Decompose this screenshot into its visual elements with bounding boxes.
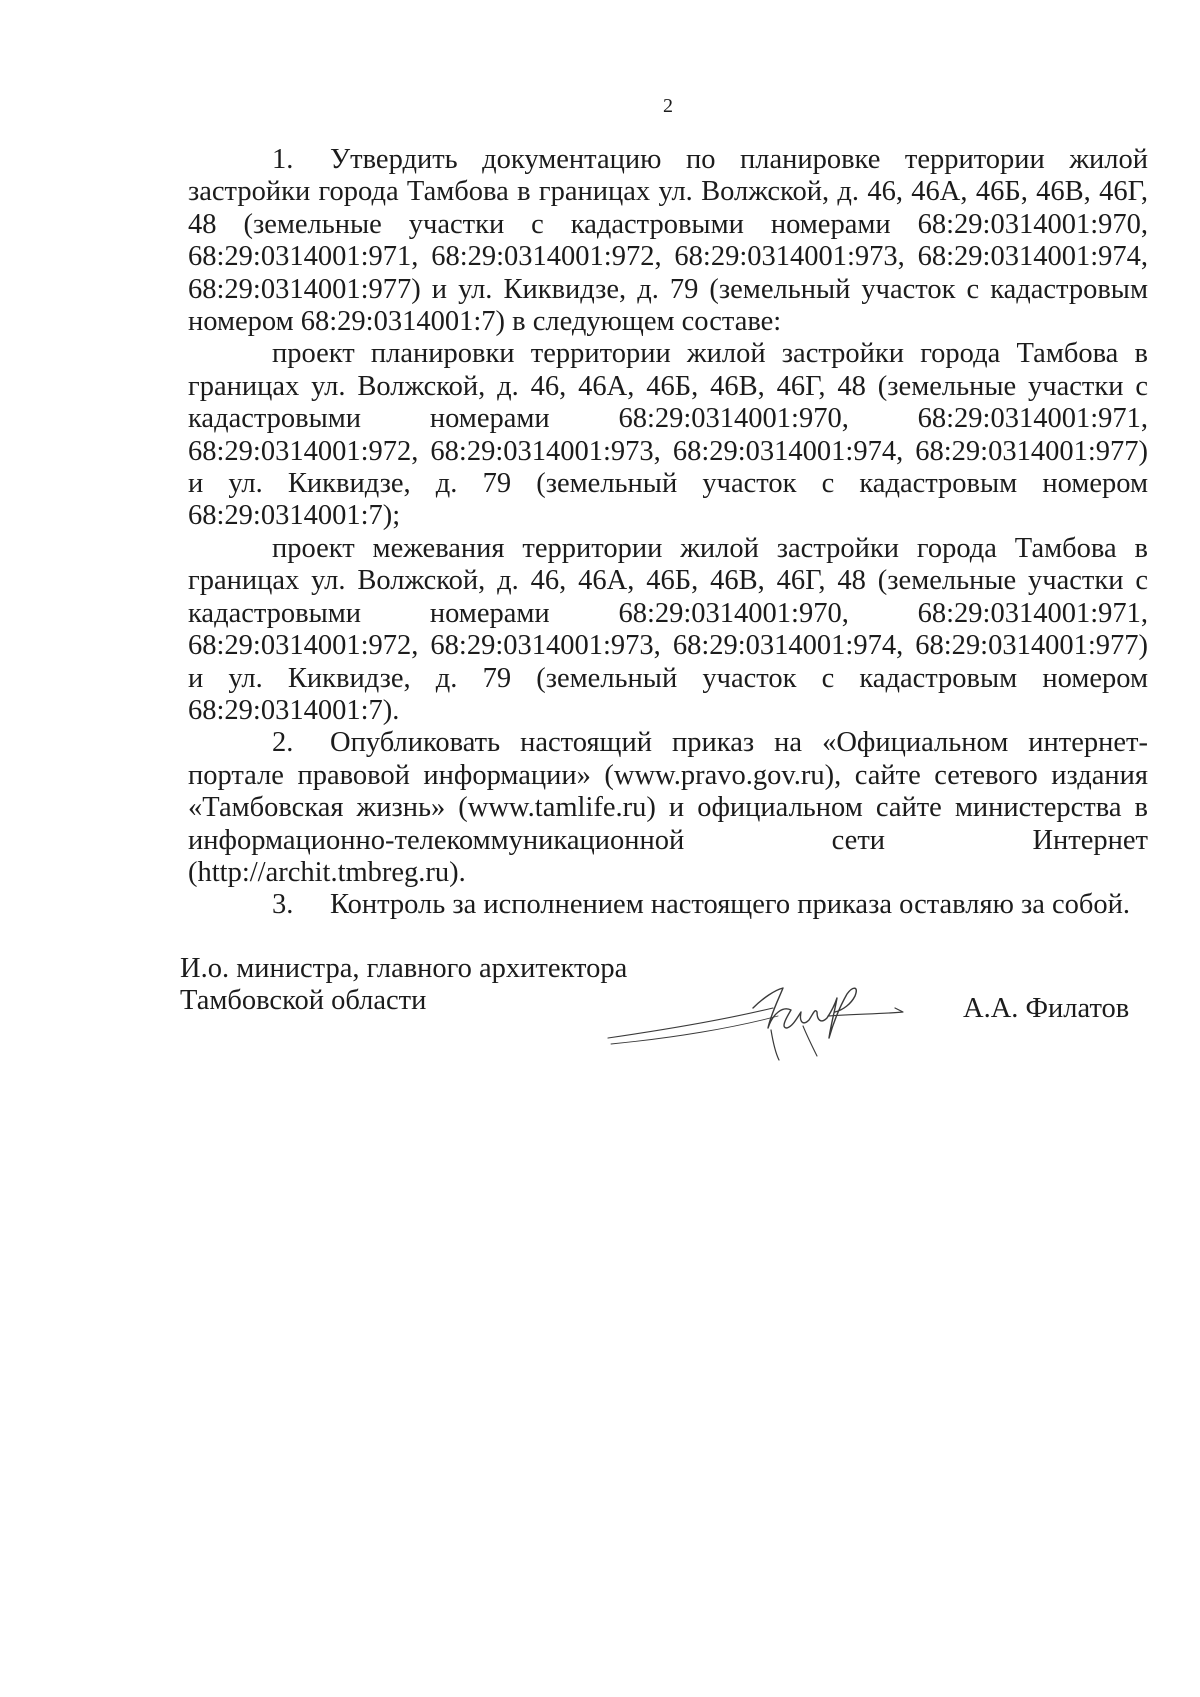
paragraph-number: 3.: [272, 889, 294, 921]
paragraph-text: Утвердить документацию по планировке территории жилой застройки города Тамбова в границах ул. Волжской, д. 46, 46А, 46Б, 46В, 46Г, 48 (земельные участки с кадастровыми номерами 68:29:0314001:970, 68:29:0314001:971, 68:29:0314001:972, 68:29:0314001:973, 68:29:0314001:974, 68:29:0314001:977) и ул. Киквидзе, д. 79 (земельный участок с кадастровым номером 68:29:0314001:7) в следующем составе:: [188, 144, 1148, 338]
paragraph-number: 2.: [272, 727, 294, 759]
paragraph-3: [188, 889, 1148, 921]
signer-title: [180, 953, 627, 1017]
paragraph-text: проект планировки территории жилой застройки города Тамбова в границах ул. Волжской, д. 46, 46А, 46Б, 46В, 46Г, 48 (земельные участки с кадастровыми номерами 68:29:0314001:970, 68:29:0314001:971, 68:29:0314001:972, 68:29:0314001:973, 68:29:0314001:974, 68:29:0314001:977) и ул. Киквидзе, д. 79 (земельный участок с кадастровым номером 68:29:0314001:7);: [188, 338, 1148, 532]
handwritten-signature: [603, 968, 913, 1063]
signature-block: [180, 953, 1140, 1053]
signer-title-line: Тамбовской области: [180, 985, 427, 1016]
paragraph-1: [188, 144, 1148, 338]
paragraph-2: [188, 727, 1148, 889]
document-body: [188, 144, 1148, 922]
page-number: 2: [663, 95, 673, 117]
paragraph-text: Опубликовать настоящий приказ на «Официальном интернет-портале правовой информации» (www.pravo.gov.ru), сайте сетевого издания «Тамбовская жизнь» (www.tamlife.ru) и официальном сайте министерства в информационно-телекоммуникационной сети Интернет (http://archit.tmbreg.ru).: [188, 727, 1148, 888]
paragraph-planning-project: [188, 338, 1148, 532]
paragraph-text: проект межевания территории жилой застройки города Тамбова в границах ул. Волжской, д. 46, 46А, 46Б, 46В, 46Г, 48 (земельные участки с кадастровыми номерами 68:29:0314001:970, 68:29:0314001:971, 68:29:0314001:972, 68:29:0314001:973, 68:29:0314001:974, 68:29:0314001:977) и ул. Киквидзе, д. 79 (земельный участок с кадастровым номером 68:29:0314001:7).: [188, 532, 1148, 726]
paragraph-number: 1.: [272, 144, 294, 175]
signer-title-line: И.о. министра, главного архитектора: [180, 953, 628, 984]
signer-name: А.А. Филатов: [963, 993, 1130, 1024]
paragraph-surveying-project: [188, 533, 1148, 727]
paragraph-text: Контроль за исполнением настоящего приказа оставляю за собой.: [330, 889, 1131, 921]
